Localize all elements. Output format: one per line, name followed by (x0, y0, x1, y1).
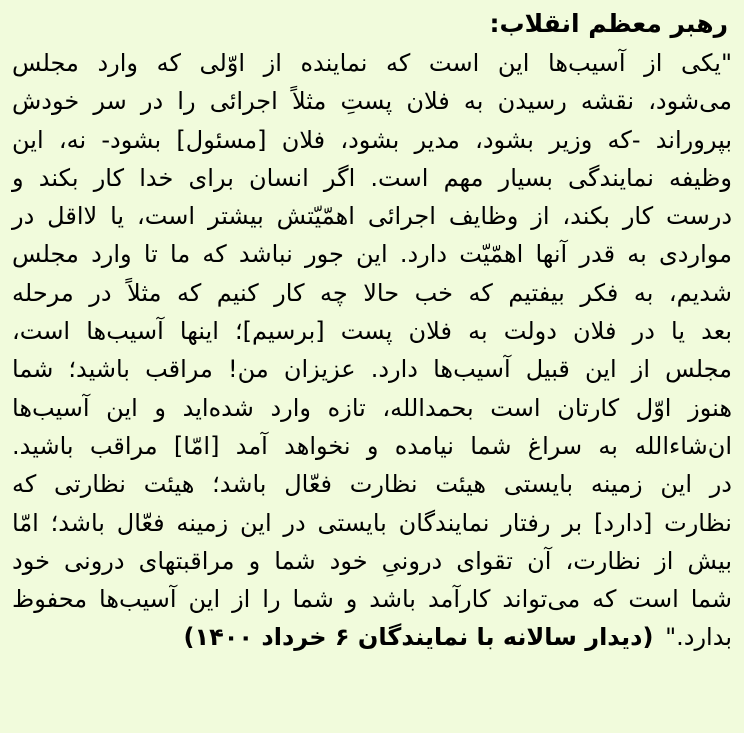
quote-line: مواردی به قدر آنها اهمّیّت دارد. این جور نباشد که ما تا وارد مجلس (12, 240, 732, 269)
quote-line: ان‌شاءالله به سراغ شما نیامده و نخواهد آمد [امّا] مراقب باشید. (12, 431, 732, 460)
quote-line: در این زمینه بایستی هیئت نظارت فعّال باشد؛ هیئت نظارتی که (12, 470, 732, 499)
quote-line: نظارت [دارد] بر رفتار نمایندگان بایستی در این زمینه فعّال باشد؛ امّا (12, 508, 732, 537)
quote-source: (دیدار سالانه با نمایندگان ۶ خرداد ۱۴۰۰) (183, 623, 654, 652)
quote-body (12, 44, 732, 657)
quote-line: شما است که می‌تواند کارآمد باشد و شما را از این آسیب‌ها محفوظ (12, 585, 732, 614)
quote-closing-text: بدارد." (665, 623, 732, 652)
quote-line: بپروراند -که وزیر بشود، مدیر بشود، فلان [مسئول] بشود- نه، این (12, 125, 732, 154)
quote-line: شدیم، به فکر بیفتیم که خب حالا چه کار کنیم که مثلاً در مرحله (12, 278, 732, 307)
quote-last-line (12, 618, 732, 656)
quote-line: مجلس از این قبیل آسیب‌ها دارد. عزیزان من! مراقب باشید؛ شما (12, 355, 732, 384)
quote-line: "یکی از آسیب‌ها این است که نماینده از اوّلی که وارد مجلس (12, 49, 732, 77)
quote-heading: رهبر معظم انقلاب: (489, 9, 728, 38)
quote-line: درست کار بکند، از وظایف اجرائی اهمّیّتش بیشتر است، یا لااقل در (12, 202, 732, 231)
quote-line: بیش از نظارت، آن تقوای درونیِ خود شما و مراقبتهای درونی خود (12, 546, 732, 575)
quote-line: می‌شود، نقشه رسیدن به فلان پستِ مثلاً اجرائی را در سر خودش (12, 87, 732, 116)
quote-line: بعد یا در فلان دولت به فلان پست [برسیم]؛ اینها آسیب‌ها است، (12, 317, 732, 346)
quote-line: هنوز اوّل کارتان است بحمدالله، تازه وارد شده‌اید و این آسیب‌ها (12, 393, 732, 422)
quote-line: وظیفه نمایندگی بسیار مهم است. اگر انسان برای خدا کار بکند و (12, 163, 732, 192)
